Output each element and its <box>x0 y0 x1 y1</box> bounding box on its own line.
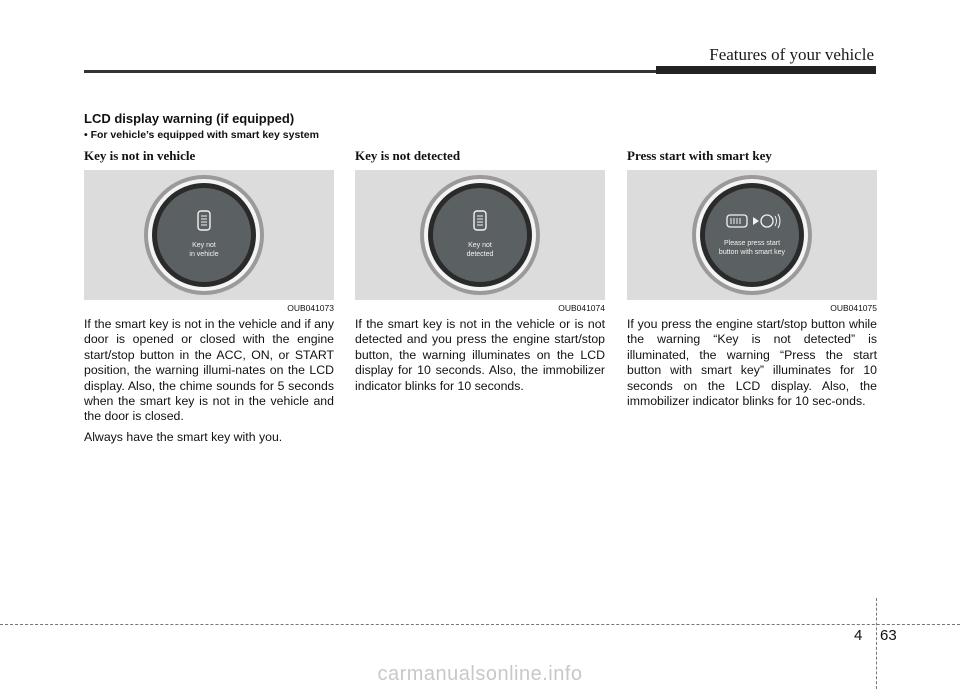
display-line-1: Key not <box>192 242 216 249</box>
column-title: Key is not in vehicle <box>84 148 196 163</box>
display-line-1: Please press start <box>723 240 781 247</box>
display-line-2: detected <box>466 251 494 258</box>
display-line-2: in vehicle <box>189 251 219 258</box>
header-title: Features of your vehicle <box>709 45 874 64</box>
figure-code: OUB041073 <box>287 303 334 313</box>
header-rule-accent <box>656 66 876 74</box>
column-key-not-detected <box>355 148 605 399</box>
column-body <box>355 317 605 394</box>
lcd-display-figure <box>355 170 605 313</box>
display-line-2: button with smart key <box>718 249 786 256</box>
page-number: 63 <box>880 627 897 644</box>
column-body <box>84 317 334 445</box>
display-line-1: Key not <box>468 242 492 249</box>
lcd-display-figure <box>627 170 877 313</box>
paragraph: If the smart key is not in the vehicle or is not detected and you press the engine start/stop button, the warning illuminates on the LCD display for 10 seconds. Also, the immobilizer indicator blinks for 10 seconds. <box>355 317 605 393</box>
column-title: Key is not detected <box>355 148 461 163</box>
figure-code: OUB041075 <box>830 303 877 313</box>
watermark: carmanualsonline.info <box>377 663 583 685</box>
figure-code: OUB041074 <box>558 303 605 313</box>
column-title: Press start with smart key <box>627 148 772 163</box>
footer-rule <box>0 624 960 625</box>
column-key-not-in-vehicle <box>84 148 334 450</box>
chapter-number: 4 <box>854 627 863 644</box>
paragraph: If you press the engine start/stop button while the warning “Key is not detected” is illuminated, the warning “Press the start button with smart key” illuminates for 10 seconds on the LCD display. Also, the immobilizer indicator blinks for 10 sec-onds. <box>627 317 877 409</box>
paragraph: Always have the smart key with you. <box>84 429 283 444</box>
column-press-start-with-smart-key <box>627 148 877 414</box>
lcd-display-figure <box>84 170 334 313</box>
section-heading: LCD display warning (if equipped) <box>84 111 295 126</box>
paragraph: If the smart key is not in the vehicle and if any door is opened or closed with the engine start/stop button in the ACC, ON, or START position, the warning illumi-nates on the LCD display. Also, the chime sounds for 5 seconds when the smart key is not in the vehicle and the door is closed. <box>84 317 334 424</box>
section-subheading: • For vehicle’s equipped with smart key system <box>84 129 319 141</box>
column-body <box>627 317 877 409</box>
